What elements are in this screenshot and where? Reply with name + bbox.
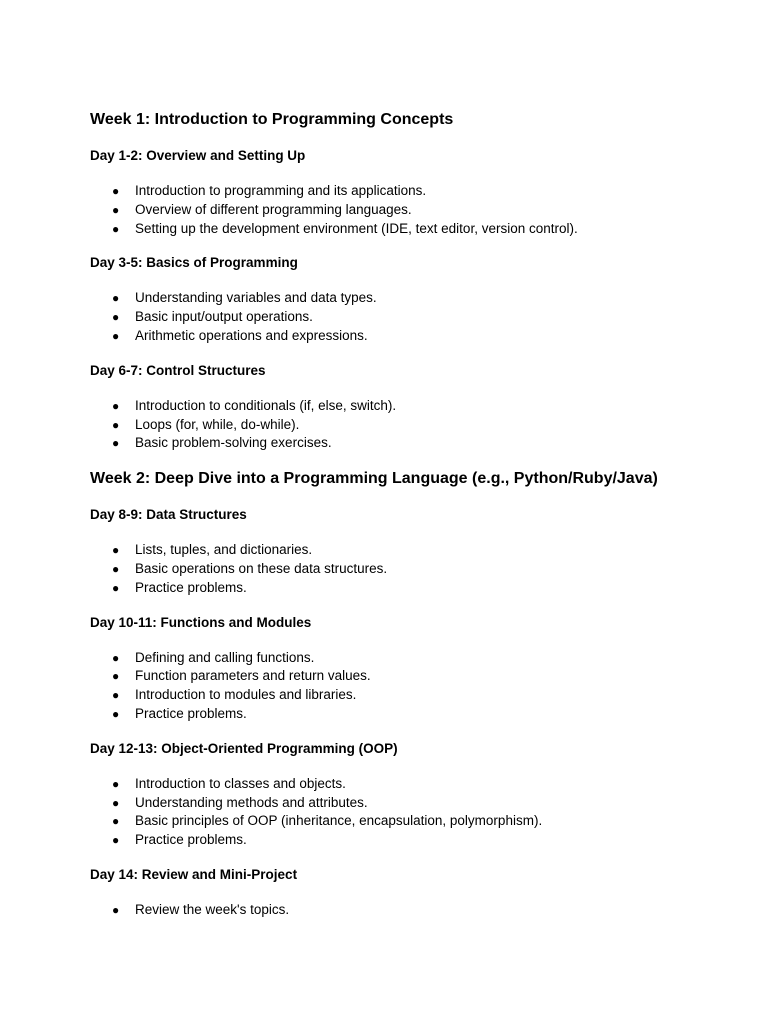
list-item [90,327,728,346]
list-item-text: Practice problems. [135,579,247,595]
list-item [90,831,728,850]
list-item-text: Basic input/output operations. [135,309,313,325]
bullet-icon: ● [112,310,120,325]
list-item [90,649,728,668]
list-item [90,541,728,560]
list-item-text: Overview of different programming languages. [135,201,412,217]
bullet-icon: ● [112,202,120,217]
bullet-icon: ● [112,221,120,236]
bullet-icon: ● [112,291,120,306]
list-item-text: Lists, tuples, and dictionaries. [135,542,313,558]
bullet-icon: ● [112,561,120,576]
list-item-text: Practice problems. [135,832,247,848]
day-section [90,362,728,453]
day-section [90,614,728,724]
topic-list [90,541,728,597]
day-heading: Day 1-2: Overview and Setting Up [90,148,306,163]
list-item-text: Introduction to programming and its applications. [135,183,427,198]
list-item [90,289,728,308]
list-item [90,812,728,831]
list-item-text: Introduction to modules and libraries. [135,687,357,703]
bullet-icon: ● [112,902,120,917]
day-heading: Day 10-11: Functions and Modules [90,614,312,630]
list-item-text: Defining and calling functions. [135,649,315,665]
bullet-icon: ● [112,776,120,791]
day-heading: Day 3-5: Basics of Programming [90,255,298,271]
list-item [90,686,728,705]
list-item-text: Practice problems. [135,705,247,721]
topic-list [90,397,728,453]
day-section [90,866,728,920]
list-item-text: Basic operations on these data structures. [135,560,388,576]
list-item-text: Setting up the development environment (IDE, text editor, version control). [135,220,578,236]
week-section-1 [90,109,728,453]
list-item-text: Function parameters and return values. [135,668,371,684]
bullet-icon: ● [112,398,120,413]
list-item-text: Introduction to classes and objects. [135,775,346,791]
list-item-text: Loops (for, while, do-while). [135,416,300,432]
list-item [90,308,728,327]
bullet-icon: ● [112,580,120,595]
list-item [90,794,728,813]
bullet-icon: ● [112,417,120,432]
list-item-text: Review the week's topics. [135,901,290,917]
day-section [90,506,728,597]
topic-list [90,289,728,345]
list-item [90,560,728,579]
week-section-2 [90,468,728,920]
list-item [90,434,728,453]
day-heading: Day 14: Review and Mini-Project [90,866,298,882]
bullet-icon: ● [112,650,120,665]
list-item-text: Basic problem-solving exercises. [135,435,332,451]
list-item [90,775,728,794]
day-section [90,147,728,238]
bullet-icon: ● [112,833,120,848]
bullet-icon: ● [112,328,120,343]
day-heading: Day 12-13: Object-Oriented Programming (OOP) [90,740,398,756]
list-item-text: Introduction to conditionals (if, else, switch). [135,397,397,413]
list-item [90,220,728,239]
list-item [90,416,728,435]
bullet-icon: ● [112,436,120,451]
week-heading: Week 1: Introduction to Programming Concepts [90,111,454,128]
list-item [90,182,728,201]
topic-list [90,901,728,920]
day-section [90,254,728,345]
list-item [90,901,728,920]
bullet-icon: ● [112,669,120,684]
list-item [90,397,728,416]
bullet-icon: ● [112,814,120,829]
topic-list [90,649,728,724]
list-item [90,667,728,686]
day-section [90,740,728,850]
list-item-text: Understanding variables and data types. [135,290,377,306]
list-item [90,705,728,724]
list-item-text: Understanding methods and attributes. [135,794,368,810]
topic-list [90,775,728,850]
day-heading: Day 6-7: Control Structures [90,362,266,378]
topic-list [90,182,728,238]
list-item [90,579,728,598]
day-heading: Day 8-9: Data Structures [90,507,247,523]
bullet-icon: ● [112,795,120,810]
bullet-icon: ● [112,184,120,198]
bullet-icon: ● [112,688,120,703]
bullet-icon: ● [112,706,120,721]
list-item-text: Arithmetic operations and expressions. [135,327,368,343]
list-item-text: Basic principles of OOP (inheritance, encapsulation, polymorphism). [135,813,543,829]
week-heading: Week 2: Deep Dive into a Programming Language (e.g., Python/Ruby/Java) [90,470,658,488]
list-item [90,201,728,220]
bullet-icon: ● [112,543,120,558]
